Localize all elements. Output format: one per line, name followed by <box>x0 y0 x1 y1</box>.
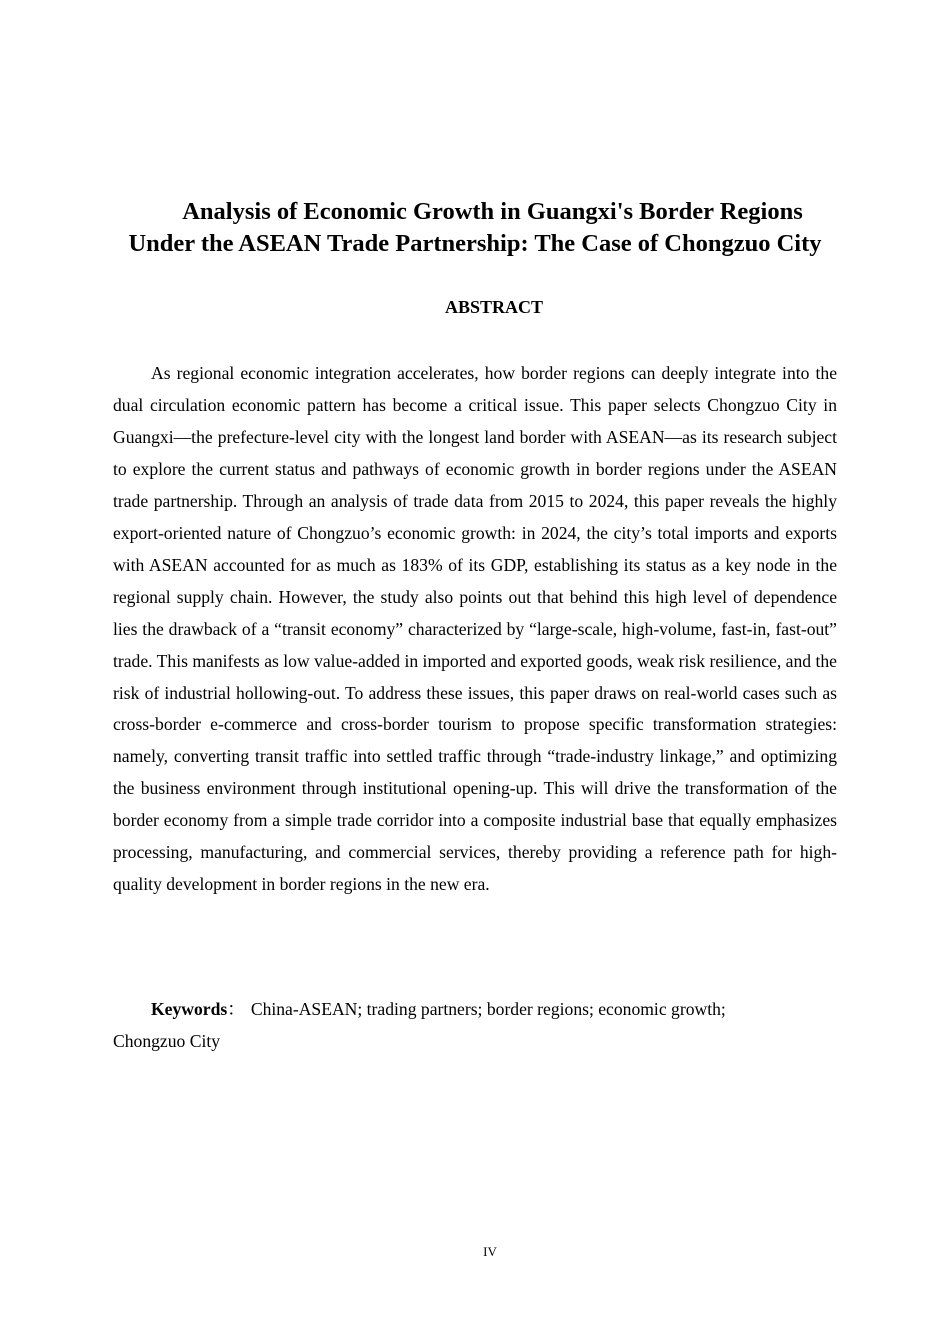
keywords-list: China-ASEAN; trading partners; border regions; economic growth; <box>250 999 726 1019</box>
paper-title <box>113 196 837 260</box>
keywords-paragraph <box>113 994 837 1057</box>
page-number: IV <box>483 1244 497 1259</box>
keywords-list-continued: Chongzuo City <box>113 1030 221 1051</box>
paper-title-line-2: Under the ASEAN Trade Partnership: The Case of Chongzuo City <box>128 230 822 257</box>
keywords-label: Keywords <box>151 999 228 1019</box>
abstract-body: As regional economic integration accelerates, how border regions can deeply integrate into the dual circulation economic pattern has become a critical issue. This paper selects Chongzuo City in Guangxi—the prefecture-level city with the longest land border with ASEAN—as its research subject to explore the current status and pathways of economic growth in border regions under the ASEAN trade partnership. Through an analysis of trade data from 2015 to 2024, this paper reveals the highly export-oriented nature of Chongzuo’s economic growth: in 2024, the city’s total imports and exports with ASEAN accounted for as much as 183% of its GDP, establishing its status as a key node in the regional supply chain. However, the study also points out that behind this high level of dependence lies the drawback of a “transit economy” characterized by “large-scale, high-volume, fast-in, fast-out” trade. This manifests as low value-added in imported and exported goods, weak risk resilience, and the risk of industrial hollowing-out. To address these issues, this paper draws on real-world cases such as cross-border e-commerce and cross-border tourism to propose specific transformation strategies: namely, converting transit traffic into settled traffic through “trade-industry linkage,” and optimizing the business environment through institutional opening-up. This will drive the transformation of the border economy from a simple trade corridor into a composite industrial base that equally emphasizes processing, manufacturing, and commercial services, thereby providing a reference path for high-quality development in border regions in the new era. <box>113 363 837 895</box>
paper-title-line-1: Analysis of Economic Growth in Guangxi's Border Regions <box>182 198 803 225</box>
abstract-heading: ABSTRACT <box>444 297 544 317</box>
keywords-separator: ： <box>227 999 245 1019</box>
